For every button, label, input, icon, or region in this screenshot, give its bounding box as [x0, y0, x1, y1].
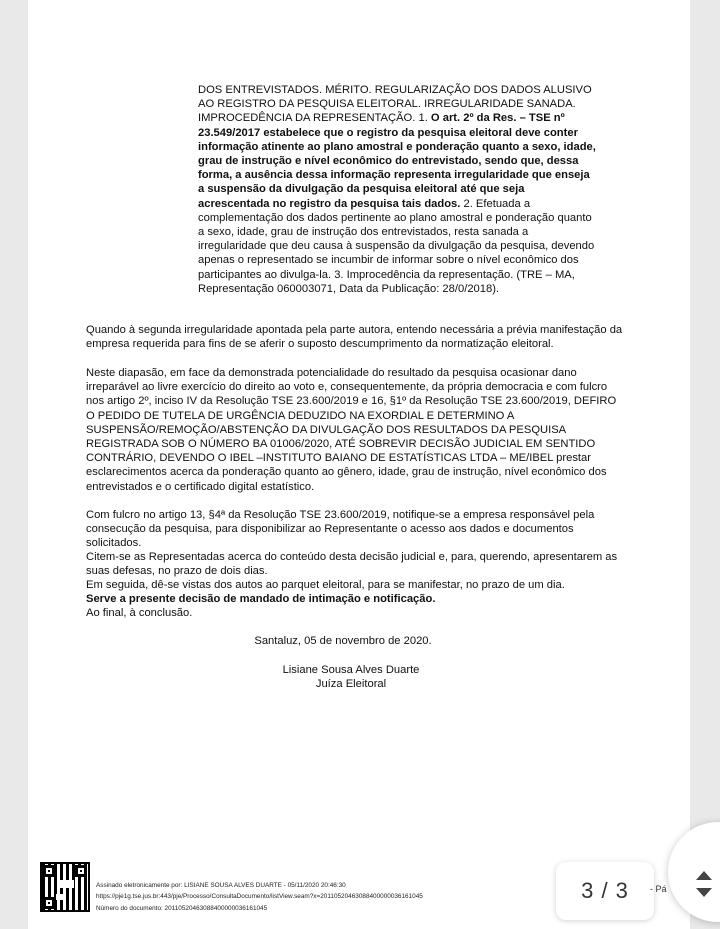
arrow-down-icon[interactable] [696, 888, 712, 897]
arrow-up-icon[interactable] [696, 871, 712, 880]
citation-bold-text: O art. 2º da Res. – TSE nº 23.549/2017 estabelece que o registro da pesquisa eleitoral deve conter informação atinente ao plano amostral e ponderação quanto a sexo, idade, grau de instrução e nível econômico do entrevistado, sendo que, dessa forma, a ausência dessa informação representa irregularidade que enseja a suspensão da divulgação da pesquisa eleitoral até que seja acrescentada no registro da pesquisa tais dados. [198, 112, 596, 210]
paragraph-second-irregularity: Quando à segunda irregularidade apontada pela parte autora, entendo necessária a prévia manifestação da empresa requerida para fins de se aferir o suposto descumprimento da normatização eleitoral. [86, 324, 623, 351]
page-indicator-label: - Pá [650, 884, 667, 894]
judge-title: Juíza Eleitoral [315, 678, 387, 690]
citation-text-2: 2. Efetuada a complementação dos dados pertinente ao plano amostral e ponderação quanto a sexo, idade, grau de instrução dos entrevistados, resta sanada a irregularidade que deu causa à suspensão da divulgação da pesquisa, devendo apenas o representado se incumbir de informar sobre o nível econômico dos participantes ao divulga-la. 3. Improcedência da representação. (TRE – MA, Representação 060003071, Data da Publicação: 28/0/2018). [198, 197, 595, 295]
document-number: Número do documento: 20110520463088400000036161045 [96, 905, 268, 912]
paragraph-notification: Com fulcro no artigo 13, §4ª da Resolução TSE 23.600/2019, notifique-se a empresa responsável pela consecução da pesquisa, para disponibilizar ao Representante o acesso aos dados e documentos solicitados. [86, 509, 595, 550]
jurisprudence-citation [198, 83, 598, 296]
paragraph-final-steps [86, 578, 626, 621]
decision-date: Santaluz, 05 de novembro de 2020. [254, 635, 432, 647]
paragraph-mandado: Serve a presente decisão de mandado de intimação e notificação. [86, 593, 436, 606]
paragraph-decision: Neste diapasão, em face da demonstrada potencialidade do resultado da pesquisa ocasionar dano irreparável ao livre exercício do direito ao voto e, consequentemente, da própria democracia e com fulcro nos artigo 2º, inciso IV da Resolução TSE 23.600/2019 e 16, §1º da Resolução TSE 23.600/2019, DEFIRO O PEDIDO DE TUTELA DE URGÊNCIA DEDUZIDO NA EXORDIAL E DETERMINO A SUSPENSÃO/REMOÇÃO/ABSTENÇÃO DA DIVULGAÇÃO DOS RESULTADOS DA PESQUISA REGISTRADA SOB O NÚMERO BA 01006/2020, ATÉ SOBREVIR DECISÃO JUDICIAL EM SENTIDO CONTRÁRIO, DEVENDO O IBEL –INSTITUTO BAIANO DE ESTATÍSTICAS LTDA – ME/IBEL prestar esclarecimentos acerca da ponderação quanto ao gênero, idade, grau de instrução, nível econômico dos entrevistados e o certificado digital estatístico. [86, 367, 617, 493]
document-page [28, 0, 690, 929]
citation-text-1: DOS ENTREVISTADOS. MÉRITO. REGULARIZAÇÃO DOS DADOS ALUSIVO AO REGISTRO DA PESQUISA ELEITORAL. IRREGULARIDADE SANADA. IMPROCEDÊNCIA DA REPRESENTAÇÃO. 1. [198, 84, 592, 125]
qr-code-icon [40, 862, 90, 912]
paragraph-conclusion: Ao final, à conclusão. [86, 607, 193, 620]
judge-name: Lisiane Sousa Alves Duarte [282, 664, 420, 676]
page-indicator[interactable]: 3 / 3 [556, 862, 654, 920]
electronic-signature-line: Assinado eletronicamente por: LISIANE SOUSA ALVES DUARTE - 05/11/2020 20:46:30 [96, 882, 346, 889]
document-url[interactable]: https://pje1g.tse.jus.br:443/pje/Processo/ConsultaDocumento/listView.seam?x=20110520463088400000036161045 [96, 893, 423, 900]
document-footer [40, 860, 540, 916]
paragraph-vistas: Em seguida, dê-se vistas dos autos ao parquet eleitoral, para se manifestar, no prazo de um dia. [86, 579, 565, 591]
paragraph-citation-order: Citem-se as Representadas acerca do conteúdo desta decisão judicial e, para, querendo, apresentarem as suas defesas, no prazo de dois dias. [86, 551, 618, 578]
